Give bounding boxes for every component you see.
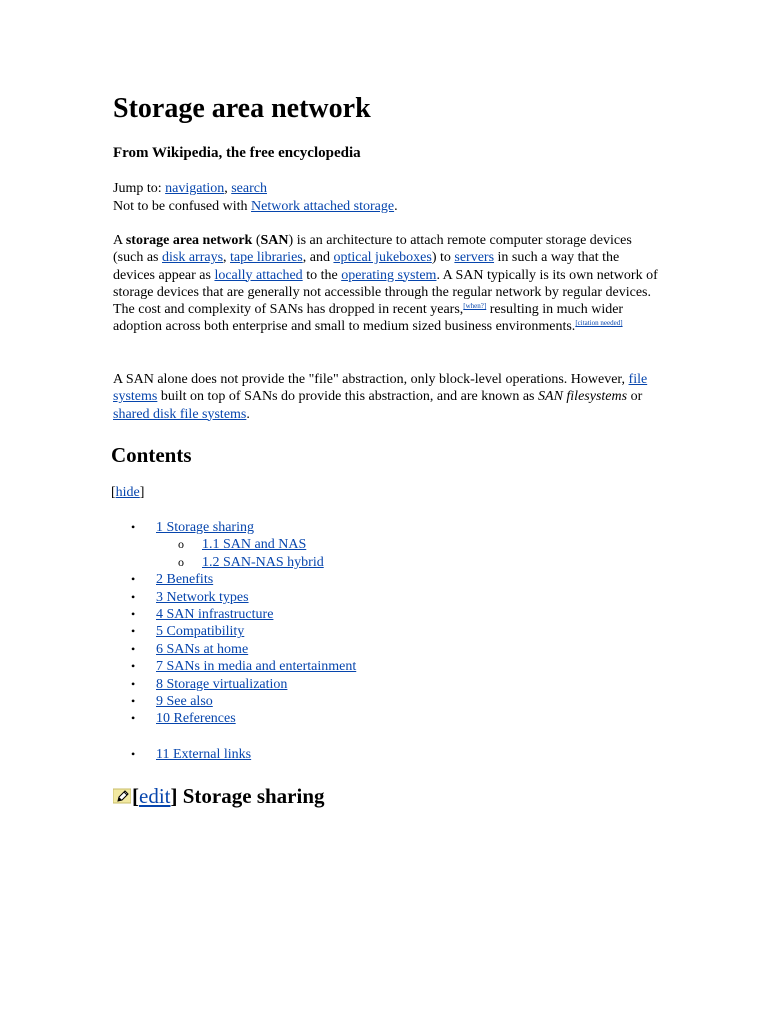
circle-bullet-icon: o [178, 554, 184, 569]
toc-link[interactable]: 1.1 SAN and NAS [202, 537, 307, 553]
text: resulting in much wider adoption across both enterprise and small to medium sized business environments. [113, 302, 624, 335]
bullet-icon: • [131, 624, 136, 639]
edit-section-link[interactable]: edit [139, 784, 171, 808]
bullet-icon: • [131, 659, 136, 674]
toc-link[interactable]: 8 Storage virtualization [156, 676, 288, 692]
text: ( [252, 233, 261, 248]
optical-jukeboxes-link[interactable]: optical jukeboxes [333, 250, 432, 266]
toc-link[interactable]: 3 Network types [156, 589, 249, 605]
toc-item [0, 519, 356, 536]
second-paragraph [113, 371, 663, 423]
citation-needed-link[interactable]: [citation needed] [575, 319, 623, 328]
file-systems-link[interactable]: file systems [113, 372, 648, 405]
navigation-link[interactable]: navigation [165, 181, 225, 196]
bullet-icon: • [131, 572, 136, 587]
text: built on top of SANs do provide this abstraction, and are known as [157, 389, 539, 405]
toc-subitem [0, 554, 356, 571]
toc-item [0, 623, 356, 640]
toc-link[interactable]: 1 Storage sharing [156, 520, 254, 535]
section-title: Storage sharing [177, 784, 325, 808]
text: ) is an architecture to attach remote computer storage devices (such as [113, 233, 632, 266]
toc-subitem [0, 536, 356, 553]
bracket: [ [111, 485, 116, 500]
bullet-icon: • [131, 694, 136, 709]
text: . A SAN typically is its own network of storage devices that are generally not accessible through the regular network by regular devices. The cost and complexity of SANs has dropped in recent years, [113, 267, 658, 318]
page-subtitle: From Wikipedia, the free encyclopedia [113, 145, 361, 161]
hatnote-link[interactable]: Network attached storage [251, 198, 395, 214]
toc-link[interactable]: 10 References [156, 711, 236, 727]
bullet-icon: • [131, 711, 136, 726]
text: . [246, 406, 250, 422]
jump-prefix: Jump to: [113, 181, 166, 196]
text: in such a way that the devices appear as [113, 250, 620, 283]
disk-arrays-link[interactable]: disk arrays [162, 250, 224, 266]
toc-item [0, 641, 356, 658]
text: ) to [431, 250, 455, 266]
toc-item [0, 746, 251, 763]
hatnote-suffix: . [394, 198, 398, 214]
intro-paragraph [113, 232, 663, 336]
circle-bullet-icon: o [178, 537, 184, 552]
toc-link[interactable]: 2 Benefits [156, 572, 214, 588]
section-heading [113, 783, 325, 809]
jump-separator: , [224, 181, 232, 196]
bold-term: storage area network [125, 233, 253, 248]
toc-item [0, 606, 356, 623]
text: to the [302, 267, 342, 283]
toc-link[interactable]: 7 SANs in media and entertainment [156, 659, 357, 675]
toc-link[interactable]: 9 See also [156, 694, 213, 710]
bullet-icon: • [131, 520, 136, 534]
bullet-icon: • [131, 641, 136, 656]
text: A [113, 233, 126, 248]
bracket: ] [139, 485, 145, 500]
page-title: Storage area network [113, 93, 371, 124]
toc-item [0, 710, 356, 727]
bullet-icon: • [131, 607, 136, 622]
contents-heading: Contents [111, 443, 192, 467]
toc-link[interactable]: 11 External links [156, 747, 252, 762]
bold-term: SAN [260, 233, 289, 248]
toc-link[interactable]: 6 SANs at home [156, 641, 249, 657]
table-of-contents-continued [0, 746, 251, 763]
toc-item [0, 658, 356, 675]
servers-link[interactable]: servers [454, 250, 495, 266]
text: or [627, 389, 643, 405]
text: , [223, 250, 231, 266]
operating-system-link[interactable]: operating system [341, 267, 437, 283]
bullet-icon: • [131, 676, 136, 691]
bracket: [ [132, 784, 139, 808]
shared-disk-file-systems-link[interactable]: shared disk file systems [113, 406, 247, 422]
toc-link[interactable]: 4 SAN infrastructure [156, 607, 274, 623]
toc-link[interactable]: 1.2 SAN-NAS hybrid [202, 554, 324, 570]
bullet-icon: • [131, 747, 136, 761]
jump-links [113, 180, 398, 215]
toc-item [0, 589, 356, 606]
text: A SAN alone does not provide the "file" abstraction, only block-level operations. However, [113, 372, 629, 387]
toc-toggle [111, 484, 144, 502]
toc-link[interactable]: 5 Compatibility [156, 624, 245, 640]
hide-toc-link[interactable]: hide [115, 485, 140, 500]
toc-item [0, 571, 356, 588]
locally-attached-link[interactable]: locally attached [214, 267, 303, 283]
toc-item [0, 676, 356, 693]
when-citation-link[interactable]: [when?] [463, 302, 487, 311]
text: , and [302, 250, 334, 266]
bullet-icon: • [131, 589, 136, 604]
table-of-contents [0, 519, 356, 728]
bracket: ] [170, 784, 178, 808]
pencil-edit-icon [113, 788, 131, 804]
hatnote-prefix: Not to be confused with [113, 198, 252, 214]
italic-term: SAN filesystems [538, 389, 628, 405]
search-link[interactable]: search [231, 181, 267, 196]
tape-libraries-link[interactable]: tape libraries [230, 250, 303, 266]
toc-item [0, 693, 356, 710]
